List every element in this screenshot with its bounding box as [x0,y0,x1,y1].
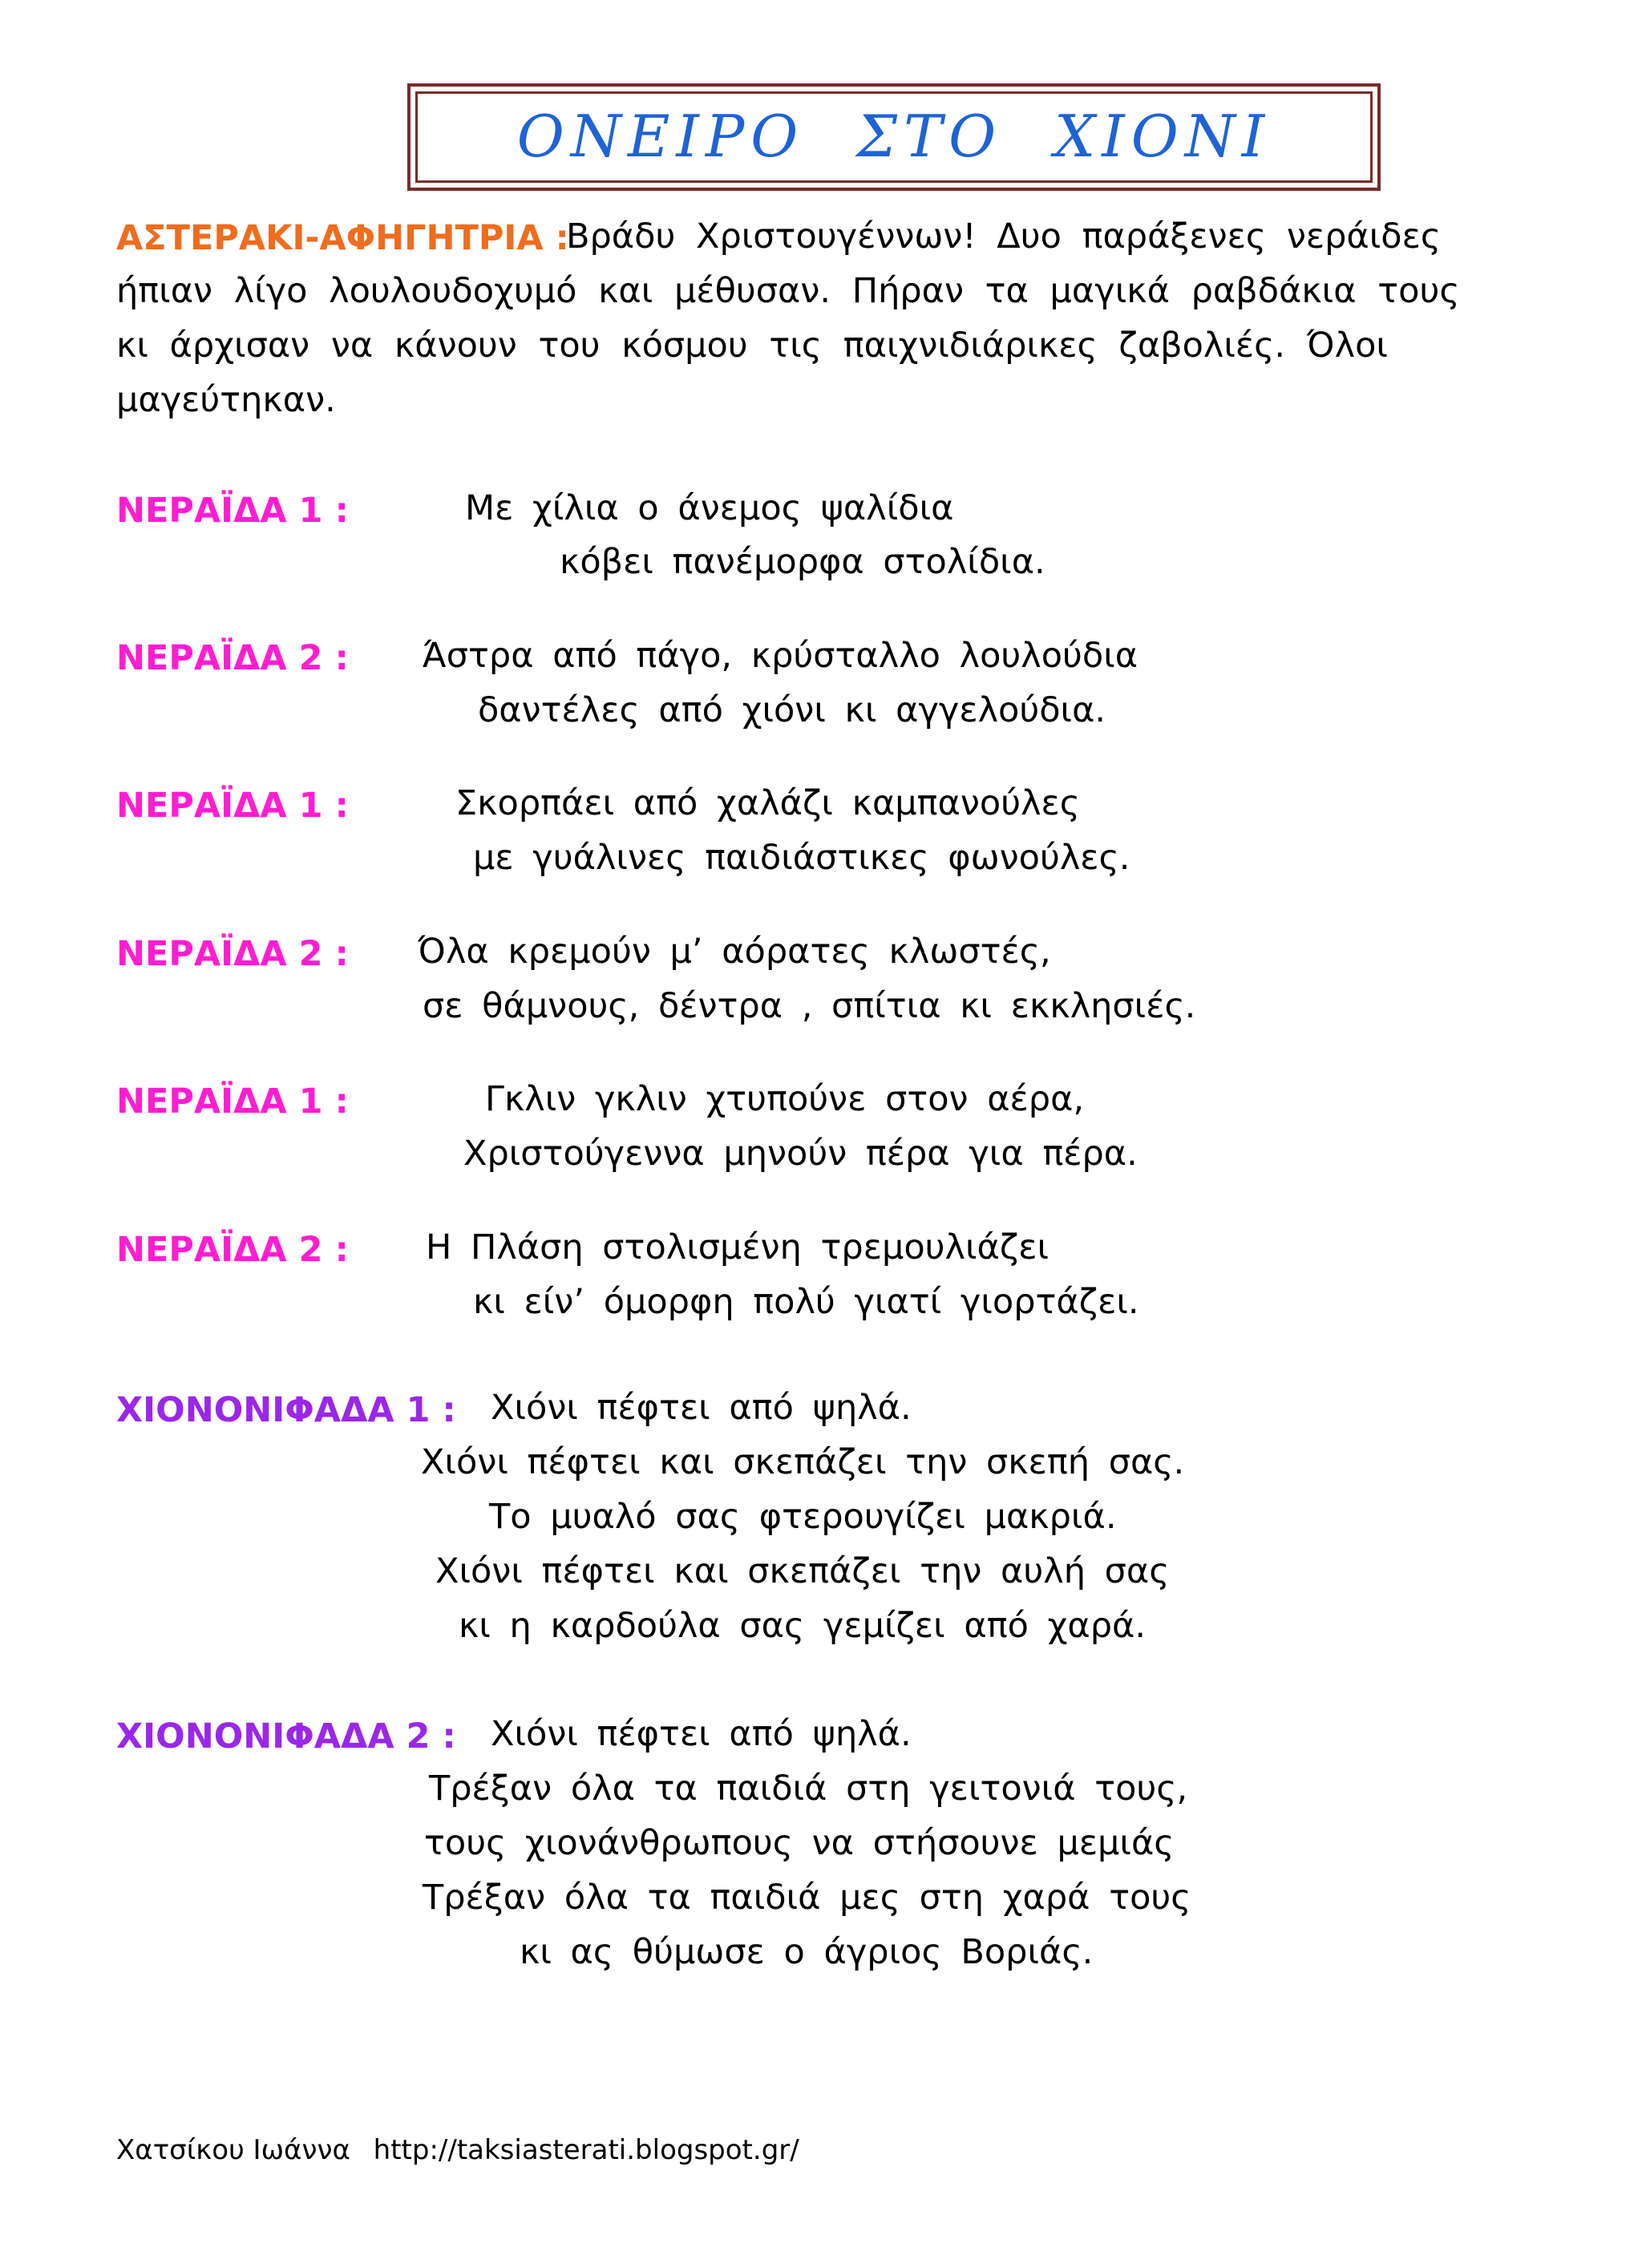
verse-line: Χιόνι πέφτει και σκεπάζει την αυλή σας [435,1551,1170,1591]
verse-line: Σκορπάει από χαλάζι καμπανούλες [455,783,1081,823]
footer [116,2134,814,2166]
verse-line: Χιόνι πέφτει από ψηλά. [491,1714,912,1754]
verse-line: Το μυαλό σας φτερουγίζει μακριά. [489,1497,1117,1537]
fairy-2-speaker: ΝΕΡΑΪΔΑ 2 : [116,1230,349,1270]
fairy-1-speaker: ΝΕΡΑΪΔΑ 1 : [116,1081,349,1122]
verse-line: Χιόνι πέφτει από ψηλά. [491,1388,912,1428]
verse-line: τους χιονάνθρωπους να στήσουνε μεμιάς [424,1823,1175,1863]
title-box [407,83,1381,191]
verse-line: κόβει πανέμορφα στολίδια. [560,542,1045,582]
fairy-2-speaker: ΝΕΡΑΪΔΑ 2 : [116,934,349,974]
verse-line: Γκλιν γκλιν χτυπούνε στον αέρα, [485,1079,1085,1119]
verse-line: δαντέλες από χιόνι κι αγγελούδια. [478,690,1106,730]
verse-line: με γυάλινες παιδιάστικες φωνούλες. [473,838,1130,878]
verse-line: Χριστούγεννα μηνούν πέρα για πέρα. [463,1134,1138,1174]
verse-line: Η Πλάση στολισμένη τρεμουλιάζει [426,1227,1050,1267]
fairy-1-speaker: ΝΕΡΑΪΔΑ 1 : [116,786,349,826]
verse-line: Τρέξαν όλα τα παιδιά μες στη χαρά τους [423,1878,1191,1918]
verse-line: κι η καρδούλα σας γεμίζει από χαρά. [459,1606,1147,1646]
narrator-speaker: ΑΣΤΕΡΑΚΙ-ΑΦΗΓΗΤΡΙΑ : [116,218,569,258]
page-title: ΟΝΕΙΡΟ ΣΤΟ ΧΙΟΝΙ [516,103,1272,170]
verse-line: Όλα κρεμούν μ’ αόρατες κλωστές, [418,932,1051,972]
footer-author: Χατσίκου Ιωάννα [116,2134,350,2166]
snowflake-1-speaker: ΧΙΟΝΟΝΙΦΑΔΑ 1 : [116,1390,456,1430]
fairy-1-speaker: ΝΕΡΑΪΔΑ 1 : [116,491,349,531]
narrator-line: κι άρχισαν να κάνουν του κόσμου τις παιχνιδιάρικες ζαβολιές. Όλοι [116,325,1388,366]
narrator-line: Βράδυ Χριστουγέννων! Δυο παράξενες νεράιδες [566,216,1442,257]
verse-line: Τρέξαν όλα τα παιδιά στη γειτονιά τους, [429,1769,1188,1809]
footer-url[interactable]: http://taksiasterati.blogspot.gr/ [373,2134,799,2166]
verse-line: Χιόνι πέφτει και σκεπάζει την σκεπή σας. [421,1442,1185,1482]
verse-line: Με χίλια ο άνεμος ψαλίδια [465,488,954,528]
verse-line: σε θάμνους, δέντρα , σπίτια κι εκκλησιές. [423,986,1196,1026]
verse-line: Άστρα από πάγο, κρύσταλλο λουλούδια [423,636,1138,676]
verse-line: κι ας θύμωσε ο άγριος Βοριάς. [520,1932,1094,1972]
fairy-2-speaker: ΝΕΡΑΪΔΑ 2 : [116,638,349,678]
narrator-line: ήπιαν λίγο λουλουδοχυμό και μέθυσαν. Πήραν τα μαγικά ραβδάκια τους [116,271,1460,311]
narrator-line: μαγεύτηκαν. [116,380,336,420]
snowflake-2-speaker: ΧΙΟΝΟΝΙΦΑΔΑ 2 : [116,1716,456,1757]
verse-line: κι είν’ όμορφη πολύ γιατί γιορτάζει. [473,1282,1139,1322]
